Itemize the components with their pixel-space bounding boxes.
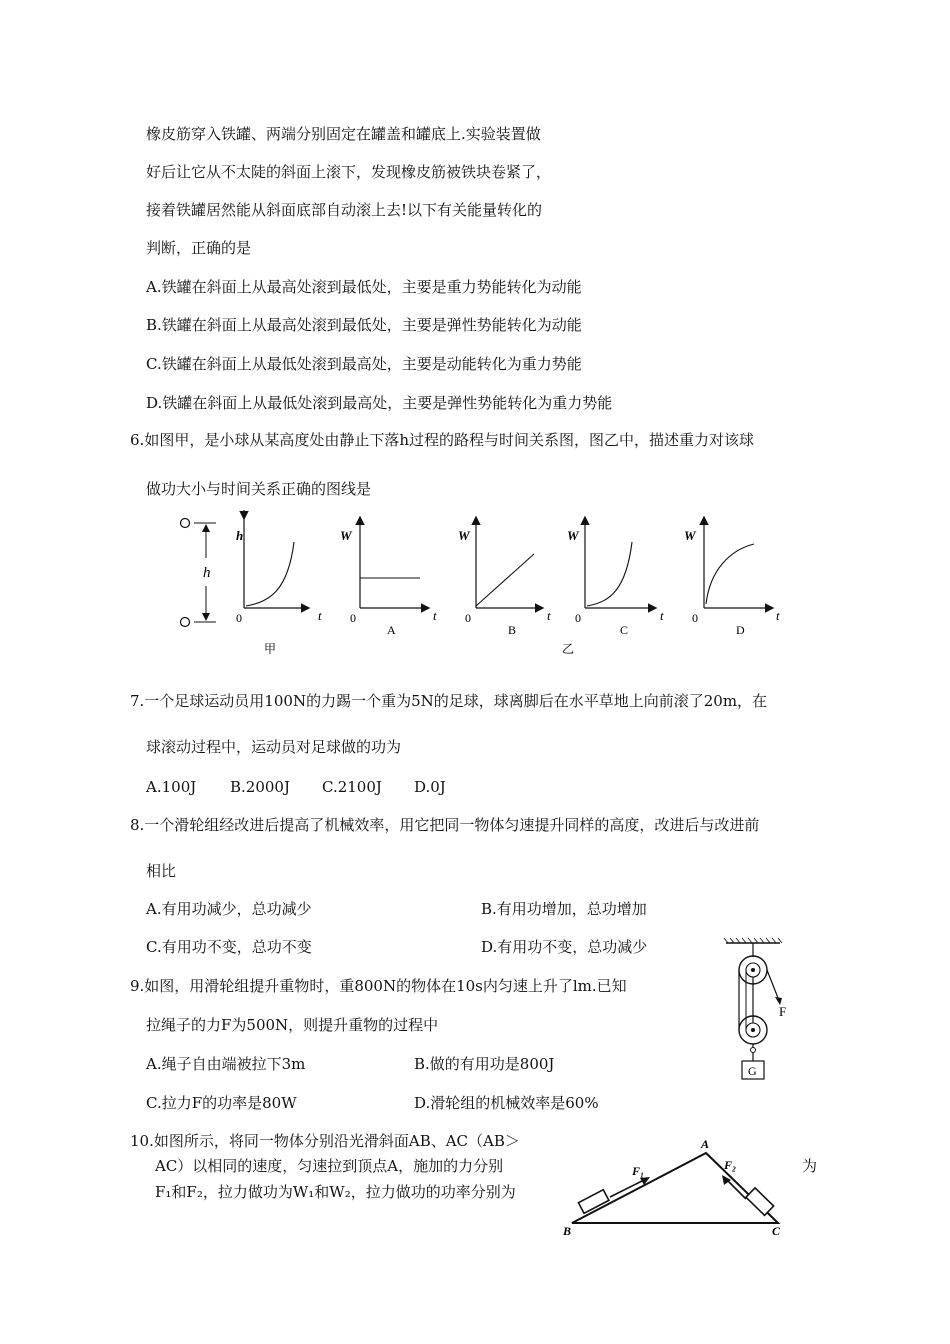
graph-b [458, 518, 551, 637]
vertex-c-label: C [772, 1224, 781, 1238]
q8-option-d: D.有用功不变，总功减少 [481, 938, 648, 956]
y-label-a: W [340, 528, 352, 543]
q9-option-b: B.做的有用功是800J [414, 1055, 555, 1073]
q6-text: 如图甲，是小球从某高度处由静止下落h过程的路程与时间关系图，图乙中，描述重力对该球 [144, 431, 754, 449]
q5-option-b: B.铁罐在斜面上从最高处滚到最低处，主要是弹性势能转化为动能 [146, 316, 582, 334]
q8-option-b: B.有用功增加，总功增加 [481, 900, 647, 918]
origin-b: 0 [465, 611, 471, 625]
graph-d [684, 518, 780, 637]
q5-line-3: 接着铁罐居然能从斜面底部自动滚上去!以下有关能量转化的 [146, 201, 543, 219]
x-label-d: t [776, 608, 780, 623]
ball-top-icon [181, 519, 190, 528]
f2-label: F₂ [724, 1158, 737, 1172]
incline-triangle [572, 1153, 778, 1223]
q6-number: 6. [130, 431, 145, 449]
f1-label: F₁ [632, 1164, 645, 1178]
letter-c: C [620, 623, 629, 637]
q6-line-1 [130, 430, 754, 450]
q8-line-1: 8.一个滑轮组经改进后提高了机械效率，用它把同一物体匀速提升同样的高度，改进后与改进前 [130, 816, 760, 834]
x-label-jia: t [318, 608, 322, 623]
curve-jia [246, 542, 294, 606]
graph-c [567, 518, 664, 637]
q5-line-1: 橡皮筋穿入铁罐、两端分别固定在罐盖和罐底上.实验装置做 [146, 125, 541, 143]
curve-c [587, 542, 632, 606]
q7-option-d: D.0J [414, 778, 446, 796]
letter-b: B [508, 623, 517, 637]
q10-line-2-end: 为 [802, 1157, 818, 1175]
q10-line-2: AC）以相同的速度，匀速拉到顶点A，施加的力分别 [155, 1157, 504, 1175]
letter-a: A [387, 623, 396, 637]
y-label-b: W [458, 528, 470, 543]
weight-label: G [748, 1064, 757, 1078]
q9-line-2: 拉绳子的力F为500N，则提升重物的过程中 [146, 1016, 439, 1034]
q9-option-a: A.绳子自由端被拉下3m [146, 1055, 306, 1073]
q6-graphs-figure [170, 510, 790, 660]
origin-a: 0 [350, 611, 356, 625]
q8-option-c: C.有用功不变，总功不变 [146, 938, 312, 956]
q5-option-c: C.铁罐在斜面上从最低处滚到最高处，主要是动能转化为重力势能 [146, 355, 582, 373]
height-label: h [203, 565, 211, 581]
curve-d [706, 544, 754, 604]
q9-line-1: 9.如图，用滑轮组提升重物时，重800N的物体在10s内匀速上升了lm.已知 [130, 977, 627, 995]
caption-jia: 甲 [264, 642, 277, 656]
y-label-c: W [567, 528, 579, 543]
q8-option-a: A.有用功减少，总功减少 [146, 900, 312, 918]
q6-line-2: 做功大小与时间关系正确的图线是 [146, 480, 372, 498]
incline-figure [560, 1135, 790, 1240]
y-label-d: W [684, 528, 696, 543]
letter-d: D [736, 623, 745, 637]
origin-jia: 0 [236, 611, 242, 625]
vertex-a-label: A [701, 1137, 710, 1151]
pulley-system-figure [718, 935, 798, 1085]
q9-option-c: C.拉力F的功率是80W [146, 1094, 297, 1112]
x-label-b: t [547, 608, 551, 623]
q5-option-d: D.铁罐在斜面上从最低处滚到最高处，主要是弹性势能转化为重力势能 [146, 394, 613, 412]
curve-b [476, 554, 534, 606]
q7-option-b: B.2000J [230, 778, 290, 796]
block-ac [746, 1188, 774, 1215]
q9-option-d: D.滑轮组的机械效率是60% [414, 1094, 599, 1112]
caption-yi: 乙 [562, 642, 575, 656]
q5-line-4: 判断，正确的是 [146, 239, 252, 257]
vertex-b-label: B [563, 1224, 572, 1238]
q7-option-c: C.2100J [322, 778, 382, 796]
q7-option-a: A.100J [146, 778, 197, 796]
q5-line-2: 好后让它从不太陡的斜面上滚下，发现橡皮筋被铁块卷紧了， [146, 163, 552, 181]
x-label-c: t [660, 608, 664, 623]
graph-jia [236, 510, 322, 656]
block-ab [578, 1190, 608, 1214]
q5-option-a: A.铁罐在斜面上从最高处滚到最低处，主要是重力势能转化为动能 [146, 278, 582, 296]
q8-line-2: 相比 [146, 862, 177, 880]
q7-line-1: 7.一个足球运动员用100N的力踢一个重为5N的足球，球离脚后在水平草地上向前滚了20m，在 [130, 692, 768, 710]
graph-a [340, 518, 437, 637]
origin-d: 0 [692, 611, 698, 625]
ball-bottom-icon [181, 618, 190, 627]
origin-c: 0 [575, 611, 581, 625]
q7-line-2: 球滚动过程中，运动员对足球做的功为 [146, 738, 402, 756]
x-label-a: t [433, 608, 437, 623]
ball-drop-diagram [181, 519, 217, 627]
q10-line-3: F₁和F₂，拉力做功为W₁和W₂，拉力做功的功率分别为 [155, 1183, 516, 1201]
force-label: F [779, 1004, 787, 1019]
y-label-jia: h [236, 528, 244, 543]
q10-line-1: 10.如图所示，将同一物体分别沿光滑斜面AB、AC（AB＞ [130, 1132, 520, 1150]
